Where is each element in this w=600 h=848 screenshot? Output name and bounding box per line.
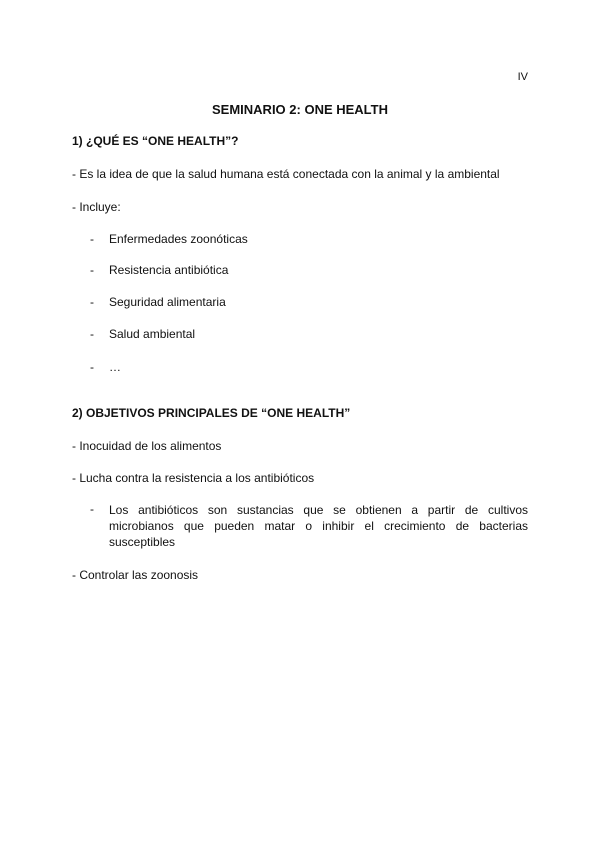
list-item-dash: - [90, 263, 94, 277]
list-item-dash: - [90, 232, 94, 246]
list-item-dash: - [90, 295, 94, 309]
list-item-ellipsis: … [109, 360, 121, 374]
objective-food-safety: - Inocuidad de los alimentos [72, 439, 222, 453]
page-corner-mark: IV [517, 71, 528, 83]
list-item-antibiotic-resistance: Resistencia antibiótica [109, 263, 229, 277]
sub-item-dash: - [90, 502, 94, 516]
list-item-food-security: Seguridad alimentaria [109, 295, 226, 309]
section-2-heading: 2) OBJETIVOS PRINCIPALES DE “ONE HEALTH” [72, 406, 351, 420]
section-1-heading: 1) ¿QUÉ ES “ONE HEALTH”? [72, 134, 239, 148]
objective-antibiotic-resistance: - Lucha contra la resistencia a los antibióticos [72, 471, 315, 485]
definition-paragraph: - Es la idea de que la salud humana está conectada con la animal y la ambiental [72, 167, 500, 181]
document-title: SEMINARIO 2: ONE HEALTH [212, 102, 388, 117]
list-item-dash: - [90, 360, 94, 374]
list-item-dash: - [90, 327, 94, 341]
list-item-zoonotic-diseases: Enfermedades zoonóticas [109, 232, 248, 246]
sub-item-antibiotics-definition: Los antibióticos son sustancias que se obtienen a partir de cultivos microbianos que pueden matar o inhibir el crecimiento de bacterias susceptibles [109, 503, 528, 549]
includes-label: - Incluye: [72, 200, 121, 214]
list-item-environmental-health: Salud ambiental [109, 327, 196, 341]
objective-zoonoses-control: - Controlar las zoonosis [72, 568, 199, 582]
